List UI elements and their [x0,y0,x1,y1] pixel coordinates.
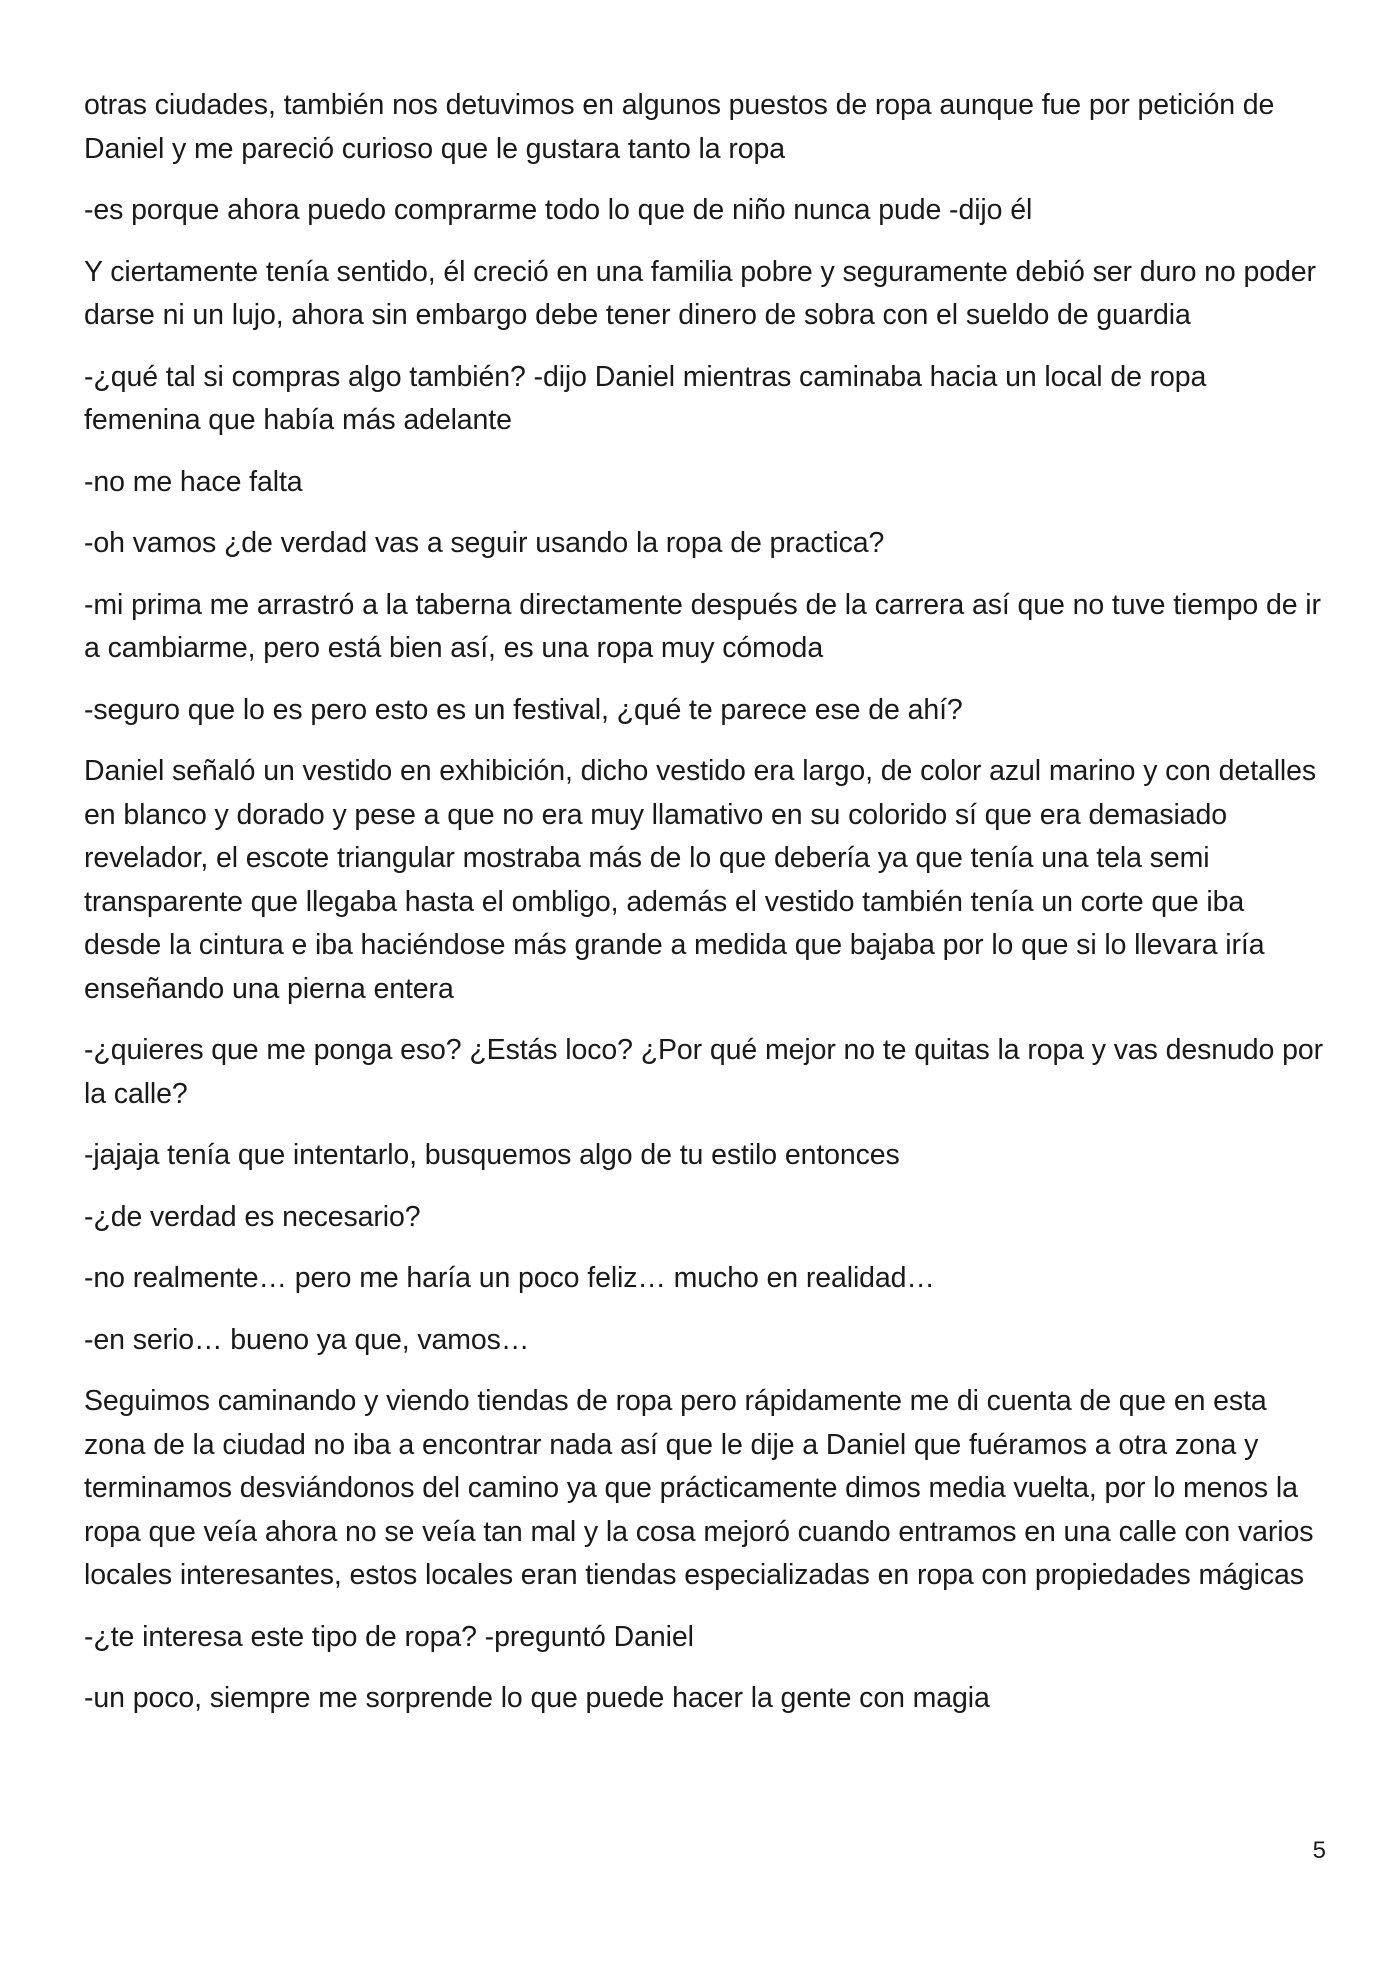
paragraph: Daniel señaló un vestido en exhibición, dicho vestido era largo, de color azul marino y con detalles en blanco y dorado y pese a que no era muy llamativo en su colorido sí que era demasiado revelador, el escote triangular mostraba más de lo que debería ya que tenía una tela semi transparente que llegaba hasta el ombligo, además el vestido también tenía un corte que iba desde la cintura e iba haciéndose más grande a medida que bajaba por lo que si lo llevara iría enseñando una pierna entera [84,755,1317,1005]
paragraph: -¿quieres que me ponga eso? ¿Estás loco? ¿Por qué mejor no te quitas la ropa y vas desnudo por la calle? [84,1034,1323,1110]
paragraph: -¿te interesa este tipo de ropa? -preguntó Daniel [84,1620,694,1653]
paragraph: otras ciudades, también nos detuvimos en algunos puestos de ropa aunque fue por petición de Daniel y me pareció curioso que le gustara tanto la ropa [84,89,1275,165]
paragraph: -jajaja tenía que intentarlo, busquemos algo de tu estilo entonces [84,1139,900,1171]
paragraph: -no realmente… pero me haría un poco feliz… mucho en realidad… [84,1262,935,1294]
paragraph: -¿qué tal si compras algo también? -dijo Daniel mientras caminaba hacia un local de ropa femenina que había más adelante [84,360,1207,436]
paragraph: -seguro que lo es pero esto es un festival, ¿qué te parece ese de ahí? [84,693,963,726]
paragraph: -en serio… bueno ya que, vamos… [84,1323,530,1356]
paragraph: -es porque ahora puedo comprarme todo lo que de niño nunca pude -dijo él [84,194,1033,226]
page-body [84,84,1324,1739]
page-number: 5 [1312,1837,1326,1864]
paragraph: Seguimos caminando y viendo tiendas de ropa pero rápidamente me di cuenta de que en esta zona de la ciudad no iba a encontrar nada así que le dije a Daniel que fuéramos a otra zona y terminamos desviándonos del camino ya que prácticamente dimos media vuelta, por lo menos la ropa que veía ahora no se veía tan mal y la cosa mejoró cuando entramos en una calle con varios locales interesantes, estos locales eran tiendas especializadas en ropa con propiedades mágicas [84,1385,1314,1591]
paragraph: -¿de verdad es necesario? [84,1200,421,1233]
paragraph: -mi prima me arrastró a la taberna directamente después de la carrera así que no tuve tiempo de ir a cambiarme, pero está bien así, es una ropa muy cómoda [84,588,1321,664]
paragraph: -un poco, siempre me sorprende lo que puede hacer la gente con magia [84,1682,990,1714]
paragraph: -oh vamos ¿de verdad vas a seguir usando la ropa de practica? [84,527,885,559]
paragraph: -no me hace falta [84,465,303,498]
paragraph: Y ciertamente tenía sentido, él creció en una familia pobre y seguramente debió ser duro no poder darse ni un lujo, ahora sin embargo debe tener dinero de sobra con el sueldo de guardia [84,255,1316,331]
